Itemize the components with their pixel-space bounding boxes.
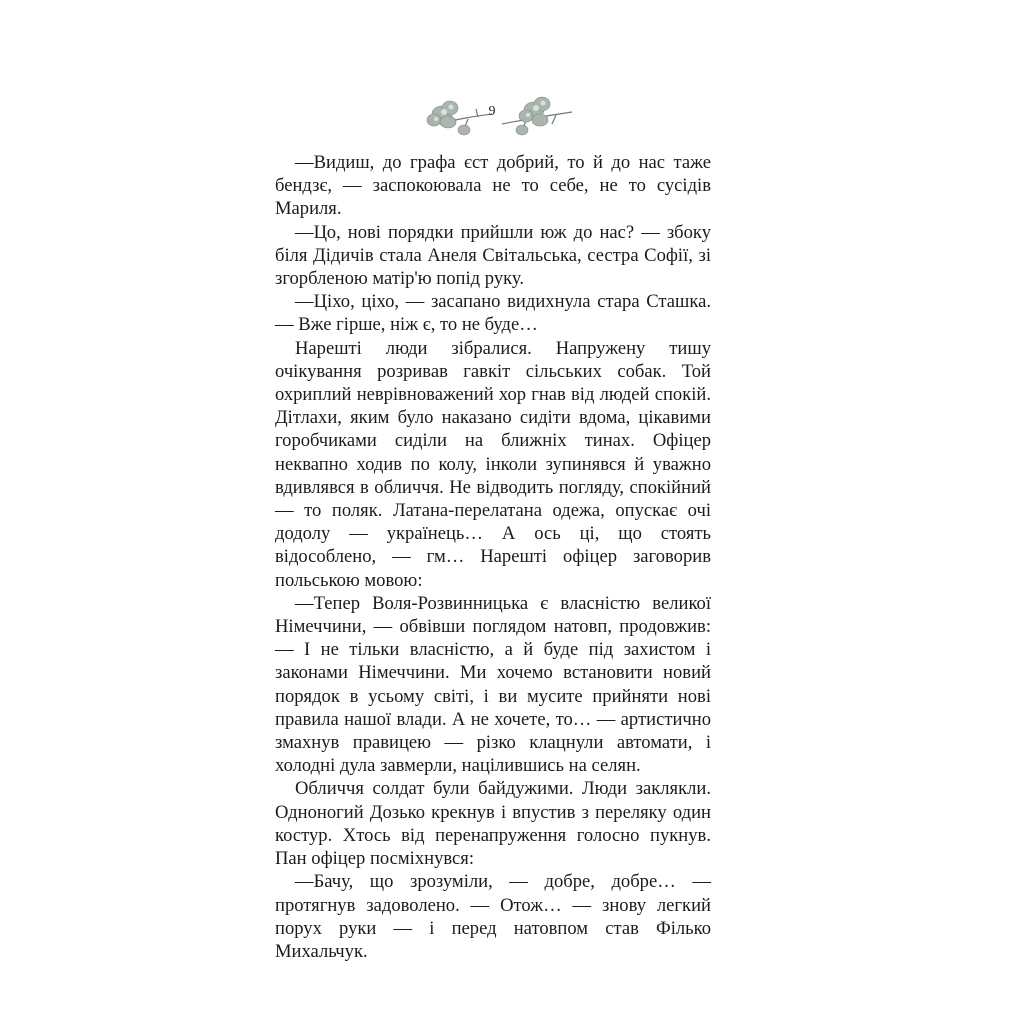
paragraph: Обличчя солдат були байдужими. Люди заклякли. Одноногий Дозько крекнув і впустив з переляку один костур. Хтось від перенапруження голосно пукнув. Пан офіцер посміхнувся: [275, 778, 711, 870]
body-text [275, 151, 711, 963]
paragraph: —Ціхо, ціхо, — засапано видихнула стара Сташка. — Вже гірше, ніж є, то не буде… [275, 291, 711, 336]
paragraph: Нарешті люди зібралися. Напружену тишу очікування розривав гавкіт сільських собак. Той охриплий неврівноважений хор гнав від людей спокій. Дітлахи, яким було наказано сидіти вдома, цікавими горобчиками сиділи на ближніх тинах. Офіцер неквапно ходив по колу, інколи зупинявся й уважно вдивлявся в обличчя. Не відводить погляду, спокійний — то поляк. Латана-перелатана одежа, опускає очі додолу — українець… А ось ці, що стоять відособлено, — гм… Нарешті офіцер заговорив польською мовою: [275, 337, 711, 591]
paragraph: —Цо, нові порядки прийшли юж до нас? — збоку біля Дідичів стала Анеля Світальська, сестра Софії, зі згорбленою матір'ю попід руку. [275, 221, 711, 290]
paragraph: —Тепер Воля-Розвинницька є власністю великої Німеччини, — обвівши поглядом натовп, продовжив: — І не тільки власністю, а й буде під захистом і законами Німеччини. Ми хочемо встановити новий порядок в усьому світі, і ви мусите прийняти нові правила нашої влади. А не хочете, то… — артистично змахнув правицею — різко клацнули автомати, і холодні дула завмерли, націлившись на селян. [275, 592, 711, 777]
paragraph: —Бачу, що зрозуміли, — добре, добре… — протягнув задоволено. — Отож… — знову легкий порух руки — і перед натовпом став Філько Михальчук. [275, 871, 711, 962]
flower-sprig-icon [482, 94, 612, 140]
page-number: 9 [488, 104, 496, 119]
page-header [0, 94, 1024, 140]
paragraph: —Видиш, до графа єст добрий, то й до нас таже бендзє, — заспокоювала не то себе, не то сусідів Мариля. [275, 152, 711, 220]
